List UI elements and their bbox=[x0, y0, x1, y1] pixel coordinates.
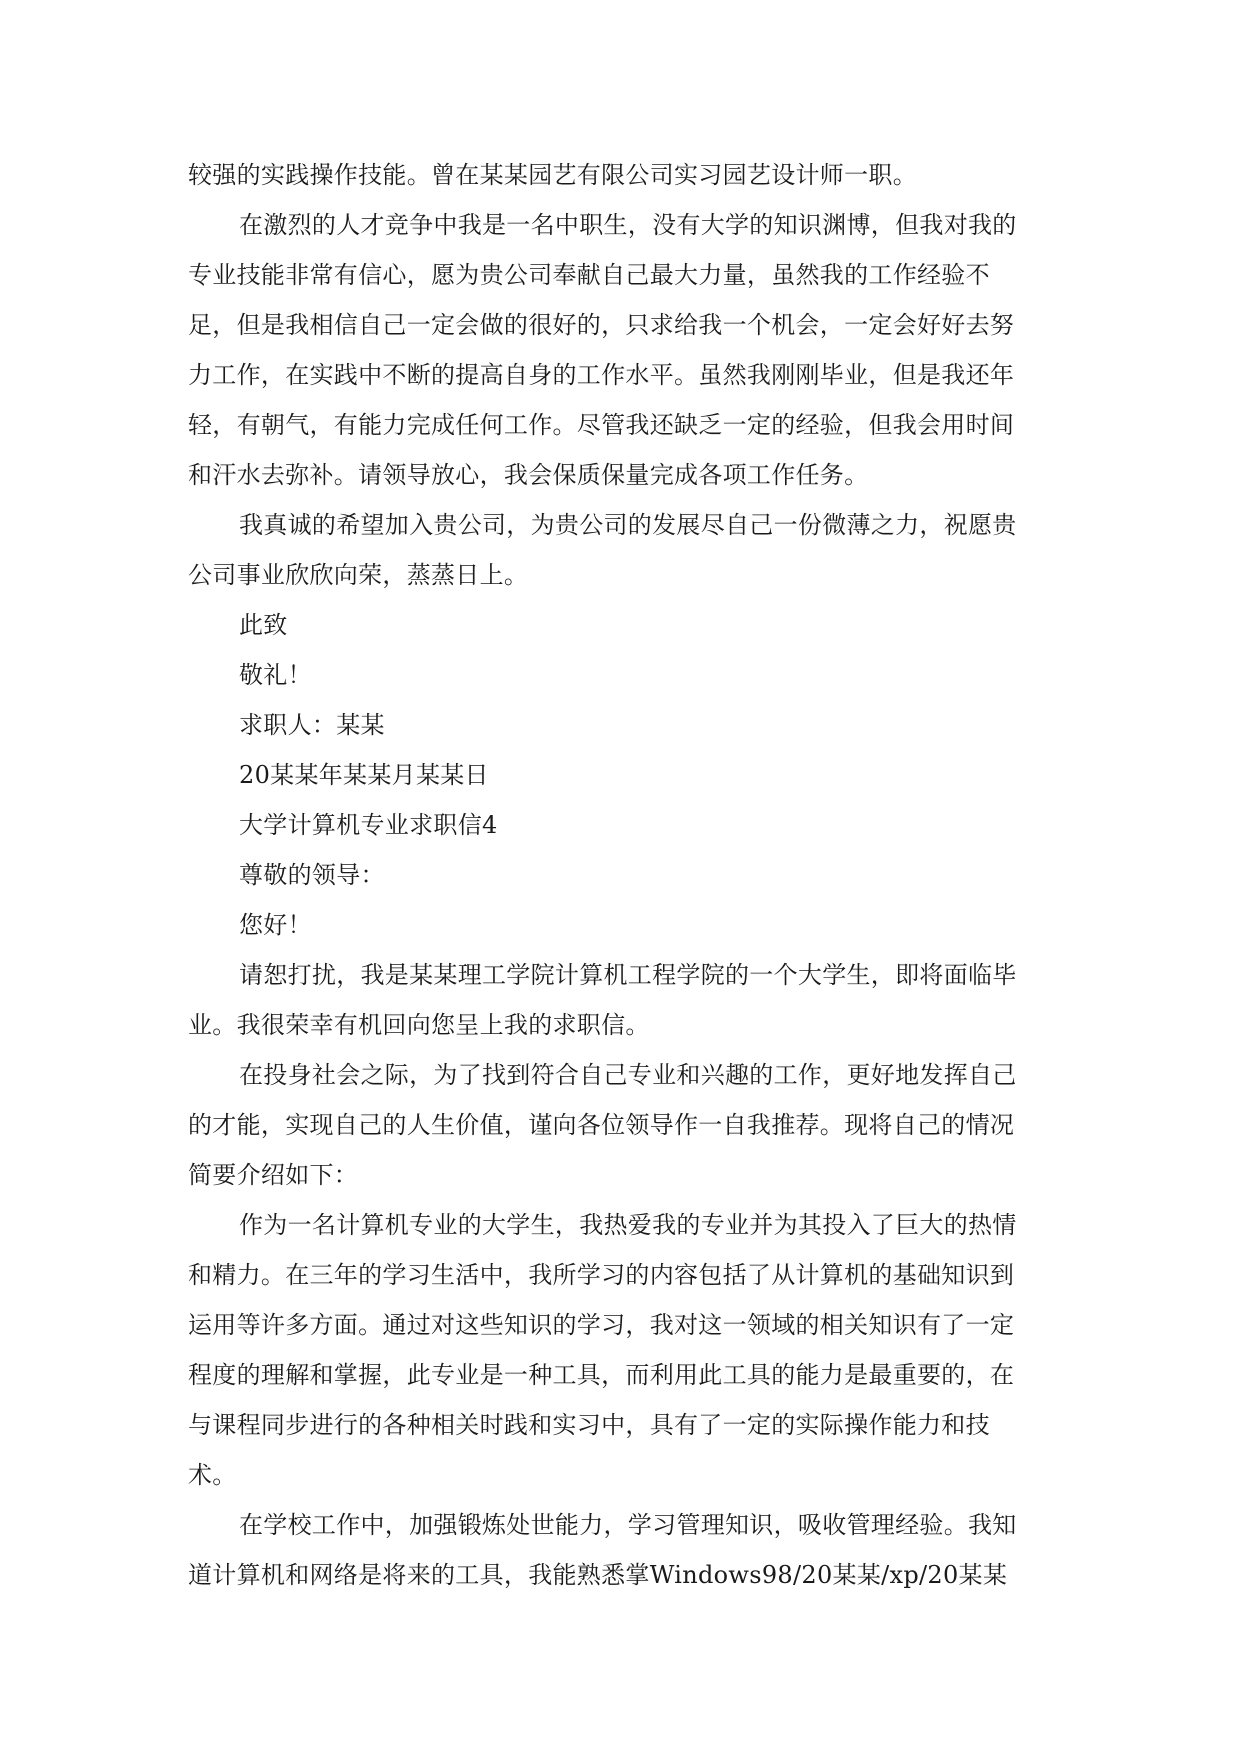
section-title: 大学计算机专业求职信4 bbox=[239, 811, 498, 839]
text-line: 力工作，在实践中不断的提高自身的工作水平。虽然我刚刚毕业，但是我还年 bbox=[188, 361, 1015, 389]
date-line: 20某某年某某月某某日 bbox=[239, 761, 489, 789]
text-line: 与课程同步进行的各种相关时践和实习中，具有了一定的实际操作能力和技 bbox=[188, 1411, 990, 1439]
text-line: 较强的实践操作技能。曾在某某园艺有限公司实习园艺设计师一职。 bbox=[188, 161, 917, 189]
salutation: 尊敬的领导： bbox=[239, 861, 385, 889]
text-line: 术。 bbox=[188, 1461, 237, 1489]
text-line: 我真诚的希望加入贵公司，为贵公司的发展尽自己一份微薄之力，祝愿贵 bbox=[239, 511, 1017, 539]
text-line: 业。我很荣幸有机回向您呈上我的求职信。 bbox=[188, 1011, 650, 1039]
text-line: 在学校工作中，加强锻炼处世能力，学习管理知识，吸收管理经验。我知 bbox=[239, 1511, 1017, 1539]
text-line: 和精力。在三年的学习生活中，我所学习的内容包括了从计算机的基础知识到 bbox=[188, 1261, 1015, 1289]
text-line: 运用等许多方面。通过对这些知识的学习，我对这一领域的相关知识有了一定 bbox=[188, 1311, 1015, 1339]
text-line: 程度的理解和掌握，此专业是一种工具，而利用此工具的能力是最重要的，在 bbox=[188, 1361, 1015, 1389]
text-line: 作为一名计算机专业的大学生，我热爱我的专业并为其投入了巨大的热情 bbox=[239, 1211, 1017, 1239]
letter-body bbox=[188, 150, 1048, 1600]
text-line: 和汗水去弥补。请领导放心，我会保质保量完成各项工作任务。 bbox=[188, 461, 869, 489]
text-line: 轻，有朝气，有能力完成任何工作。尽管我还缺乏一定的经验，但我会用时间 bbox=[188, 411, 1015, 439]
text-line: 在激烈的人才竞争中我是一名中职生，没有大学的知识渊博，但我对我的 bbox=[239, 211, 1017, 239]
text-line: 专业技能非常有信心，愿为贵公司奉献自己最大力量，虽然我的工作经验不 bbox=[188, 261, 990, 289]
signature-line: 求职人：某某 bbox=[239, 711, 385, 739]
text-line: 的才能，实现自己的人生价值，谨向各位领导作一自我推荐。现将自己的情况 bbox=[188, 1111, 1015, 1139]
closing-salute: 敬礼！ bbox=[239, 661, 312, 689]
text-line: 公司事业欣欣向荣，蒸蒸日上。 bbox=[188, 561, 529, 589]
greeting: 您好！ bbox=[239, 911, 312, 939]
text-line: 足，但是我相信自己一定会做的很好的，只求给我一个机会，一定会好好去努 bbox=[188, 311, 1015, 339]
closing-line: 此致 bbox=[239, 611, 288, 639]
text-line: 在投身社会之际，为了找到符合自己专业和兴趣的工作，更好地发挥自己 bbox=[239, 1061, 1017, 1089]
text-line: 请恕打扰，我是某某理工学院计算机工程学院的一个大学生，即将面临毕 bbox=[239, 961, 1017, 989]
text-line: 道计算机和网络是将来的工具，我能熟悉掌Windows98/20某某/xp/20某某 bbox=[188, 1561, 1008, 1589]
text-line: 简要介绍如下： bbox=[188, 1161, 359, 1189]
